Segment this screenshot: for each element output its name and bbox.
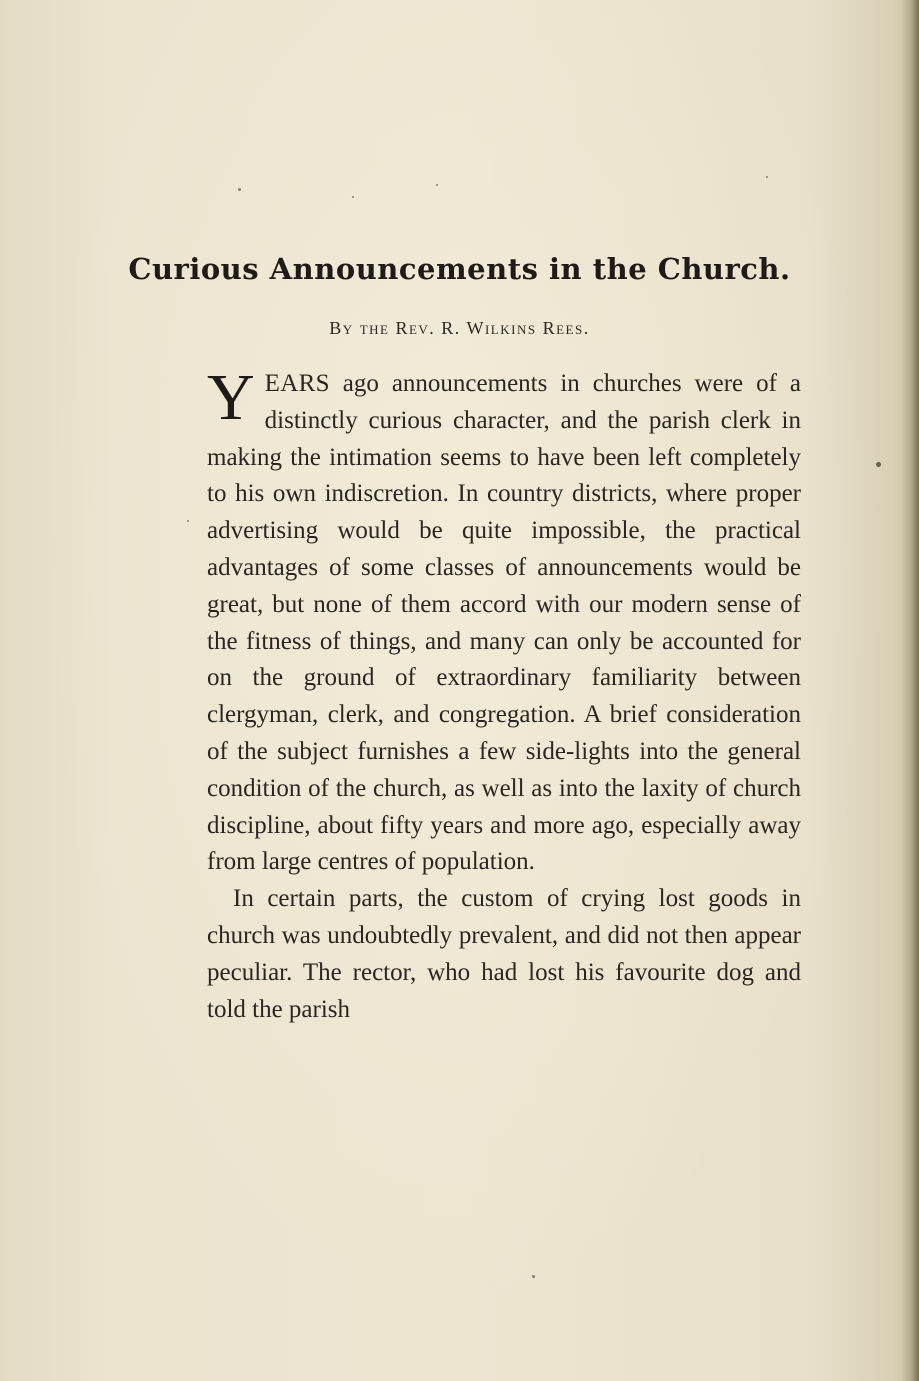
page-edge-shadow — [901, 0, 919, 1381]
paragraph-1 — [207, 361, 802, 881]
paper-speck — [352, 196, 354, 198]
paragraph-1-text: ago announcements in churches were of a distinctly curious character, and the parish clerk in making the intimation seems to have been left completely to his own indiscretion. In country districts, where proper advertising would be quite impossible, the practical advantages of some classes of announcements would be great, but none of them accord with our modern sense of the fitness of things, and many can only be accounted for on the ground of extraordinary familiarity between clergyman, clerk, and congregation. A brief consideration of the subject furnishes a few side-lights into the general condition of the church, as well as into the laxity of church discipline, about fifty years and more ago, especially away from large centres of population. — [207, 370, 802, 876]
drop-cap: Y — [207, 361, 255, 434]
article-byline: By the Rev. R. Wilkins Rees. — [329, 318, 590, 338]
paper-speck — [532, 1275, 535, 1278]
paragraph-2: In certain parts, the custom of crying lost goods in church was undoubtedly prevalent, and did not then appear peculiar. The rector, who had lost his favourite dog and told the parish — [207, 885, 801, 1023]
paper-speck — [766, 176, 768, 178]
paper-speck — [238, 188, 241, 191]
paper-speck — [876, 462, 881, 467]
article-title: Curious Announcements in the Church. — [128, 252, 791, 286]
article-body — [207, 361, 802, 1028]
paper-speck — [187, 520, 189, 522]
paper-speck — [436, 184, 438, 186]
first-word-rest: EARS — [264, 370, 330, 397]
